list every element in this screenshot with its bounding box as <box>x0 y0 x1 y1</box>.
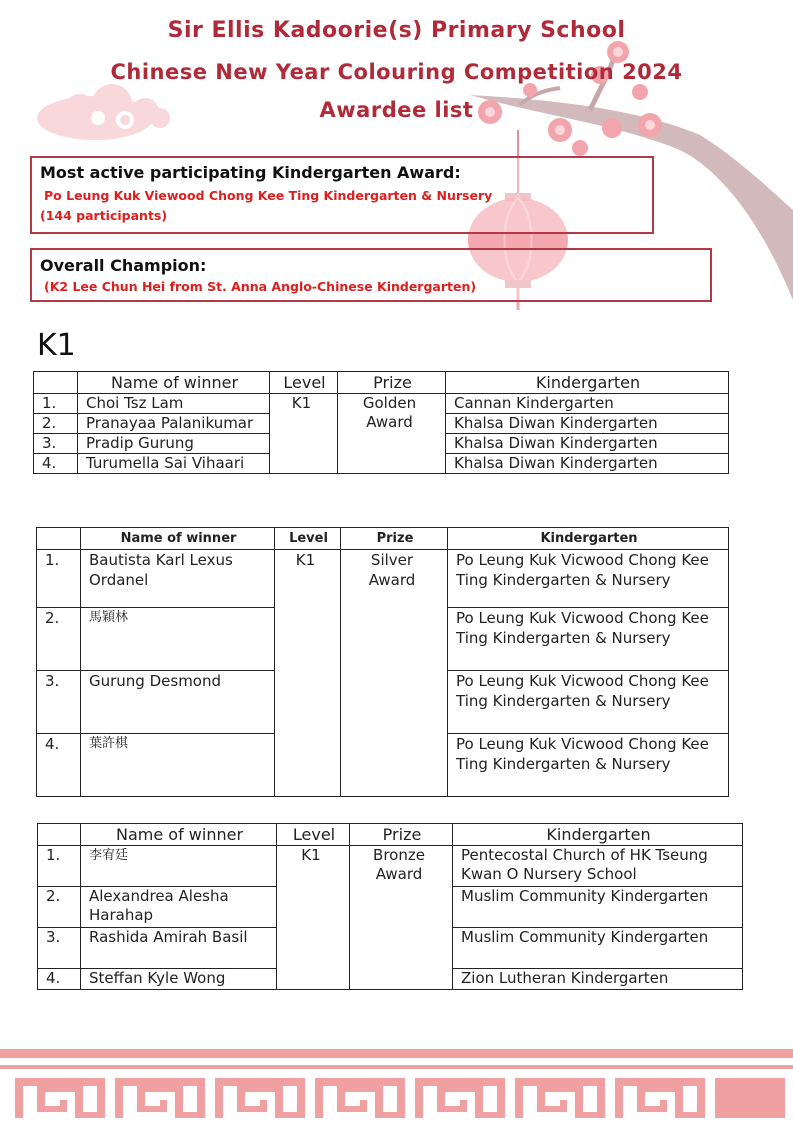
col-name: Name of winner <box>81 824 277 846</box>
prize-line2: Award <box>366 413 413 431</box>
competition-title: Chinese New Year Colouring Competition 2024 <box>110 60 683 84</box>
silver-award-table <box>36 527 729 797</box>
most-active-award-title: Most active participating Kindergarten Award: <box>40 163 461 182</box>
col-number <box>34 372 78 394</box>
col-name: Name of winner <box>81 528 275 550</box>
kindergarten-cell: Po Leung Kuk Vicwood Chong Kee Ting Kindergarten & Nursery <box>448 608 729 671</box>
kindergarten-cell: Cannan Kindergarten <box>446 394 729 414</box>
row-number: 1. <box>37 550 81 608</box>
fret-pattern <box>15 1078 205 1118</box>
kindergarten-cell: Po Leung Kuk Vicwood Chong Kee Ting Kindergarten & Nursery <box>448 550 729 608</box>
prize-line2: Award <box>368 571 416 589</box>
kindergarten-cell: Zion Lutheran Kindergarten <box>453 969 743 990</box>
prize-cell <box>338 394 446 474</box>
bronze-award-table <box>37 823 743 990</box>
winner-name: Steffan Kyle Wong <box>81 969 277 990</box>
col-level: Level <box>270 372 338 394</box>
winner-name: Pradip Gurung <box>78 434 270 454</box>
kindergarten-cell: Muslim Community Kindergarten <box>453 928 743 969</box>
section-heading: K1 <box>37 328 76 363</box>
overall-champion-title: Overall Champion: <box>40 256 207 275</box>
winner-name: Bautista Karl Lexus Ordanel <box>81 550 275 608</box>
fret-border-decoration <box>0 1045 793 1123</box>
col-number <box>37 528 81 550</box>
winner-name: Alexandrea Alesha Harahap <box>81 887 277 928</box>
prize-cell <box>341 550 448 797</box>
row-number: 4. <box>38 969 81 990</box>
row-number: 3. <box>38 928 81 969</box>
row-number: 4. <box>34 454 78 474</box>
prize-line1: Silver <box>370 551 414 569</box>
table-header-row <box>37 528 729 550</box>
list-title: Awardee list <box>319 98 474 122</box>
kindergarten-cell: Pentecostal Church of HK Tseung Kwan O Nursery School <box>453 846 743 887</box>
winner-name: 葉許棋 <box>81 734 275 797</box>
winner-name: Gurung Desmond <box>81 671 275 734</box>
most-active-award-count: (144 participants) <box>40 208 168 223</box>
kindergarten-cell: Muslim Community Kindergarten <box>453 887 743 928</box>
col-name: Name of winner <box>78 372 270 394</box>
kindergarten-cell: Khalsa Diwan Kindergarten <box>446 414 729 434</box>
row-number: 2. <box>38 887 81 928</box>
kindergarten-cell: Khalsa Diwan Kindergarten <box>446 454 729 474</box>
col-level: Level <box>277 824 350 846</box>
table-row <box>34 394 729 414</box>
prize-line1: Golden <box>362 394 417 412</box>
level-cell: K1 <box>275 550 341 797</box>
prize-cell <box>350 846 453 990</box>
most-active-award-winner: Po Leung Kuk Viewood Chong Kee Ting Kindergarten & Nursery <box>44 188 493 203</box>
table-row <box>37 550 729 608</box>
most-active-award-box <box>30 156 654 234</box>
winner-name: 李宥廷 <box>81 846 277 887</box>
col-level: Level <box>275 528 341 550</box>
table-row <box>38 846 743 887</box>
table-header-row <box>38 824 743 846</box>
col-kindergarten: Kindergarten <box>453 824 743 846</box>
row-number: 4. <box>37 734 81 797</box>
col-prize: Prize <box>338 372 446 394</box>
prize-line2: Award <box>375 865 423 883</box>
golden-award-table <box>33 371 729 474</box>
row-number: 2. <box>34 414 78 434</box>
col-prize: Prize <box>350 824 453 846</box>
winner-name: Rashida Amirah Basil <box>81 928 277 969</box>
overall-champion-winner: (K2 Lee Chun Hei from St. Anna Anglo-Chinese Kindergarten) <box>44 279 477 294</box>
row-number: 1. <box>34 394 78 414</box>
winner-name: 馬穎林 <box>81 608 275 671</box>
row-number: 2. <box>37 608 81 671</box>
school-title: Sir Ellis Kadoorie(s) Primary School <box>167 18 626 43</box>
row-number: 3. <box>34 434 78 454</box>
level-cell: K1 <box>277 846 350 990</box>
kindergarten-cell: Po Leung Kuk Vicwood Chong Kee Ting Kindergarten & Nursery <box>448 734 729 797</box>
winner-name: Choi Tsz Lam <box>78 394 270 414</box>
col-prize: Prize <box>341 528 448 550</box>
row-number: 1. <box>38 846 81 887</box>
kindergarten-cell: Po Leung Kuk Vicwood Chong Kee Ting Kindergarten & Nursery <box>448 671 729 734</box>
col-kindergarten: Kindergarten <box>446 372 729 394</box>
winner-name: Pranayaa Palanikumar <box>78 414 270 434</box>
kindergarten-cell: Khalsa Diwan Kindergarten <box>446 434 729 454</box>
overall-champion-box <box>30 248 712 302</box>
winner-name: Turumella Sai Vihaari <box>78 454 270 474</box>
table-header-row <box>34 372 729 394</box>
prize-line1: Bronze <box>373 846 425 864</box>
col-number <box>38 824 81 846</box>
col-kindergarten: Kindergarten <box>448 528 729 550</box>
level-cell: K1 <box>270 394 338 474</box>
row-number: 3. <box>37 671 81 734</box>
